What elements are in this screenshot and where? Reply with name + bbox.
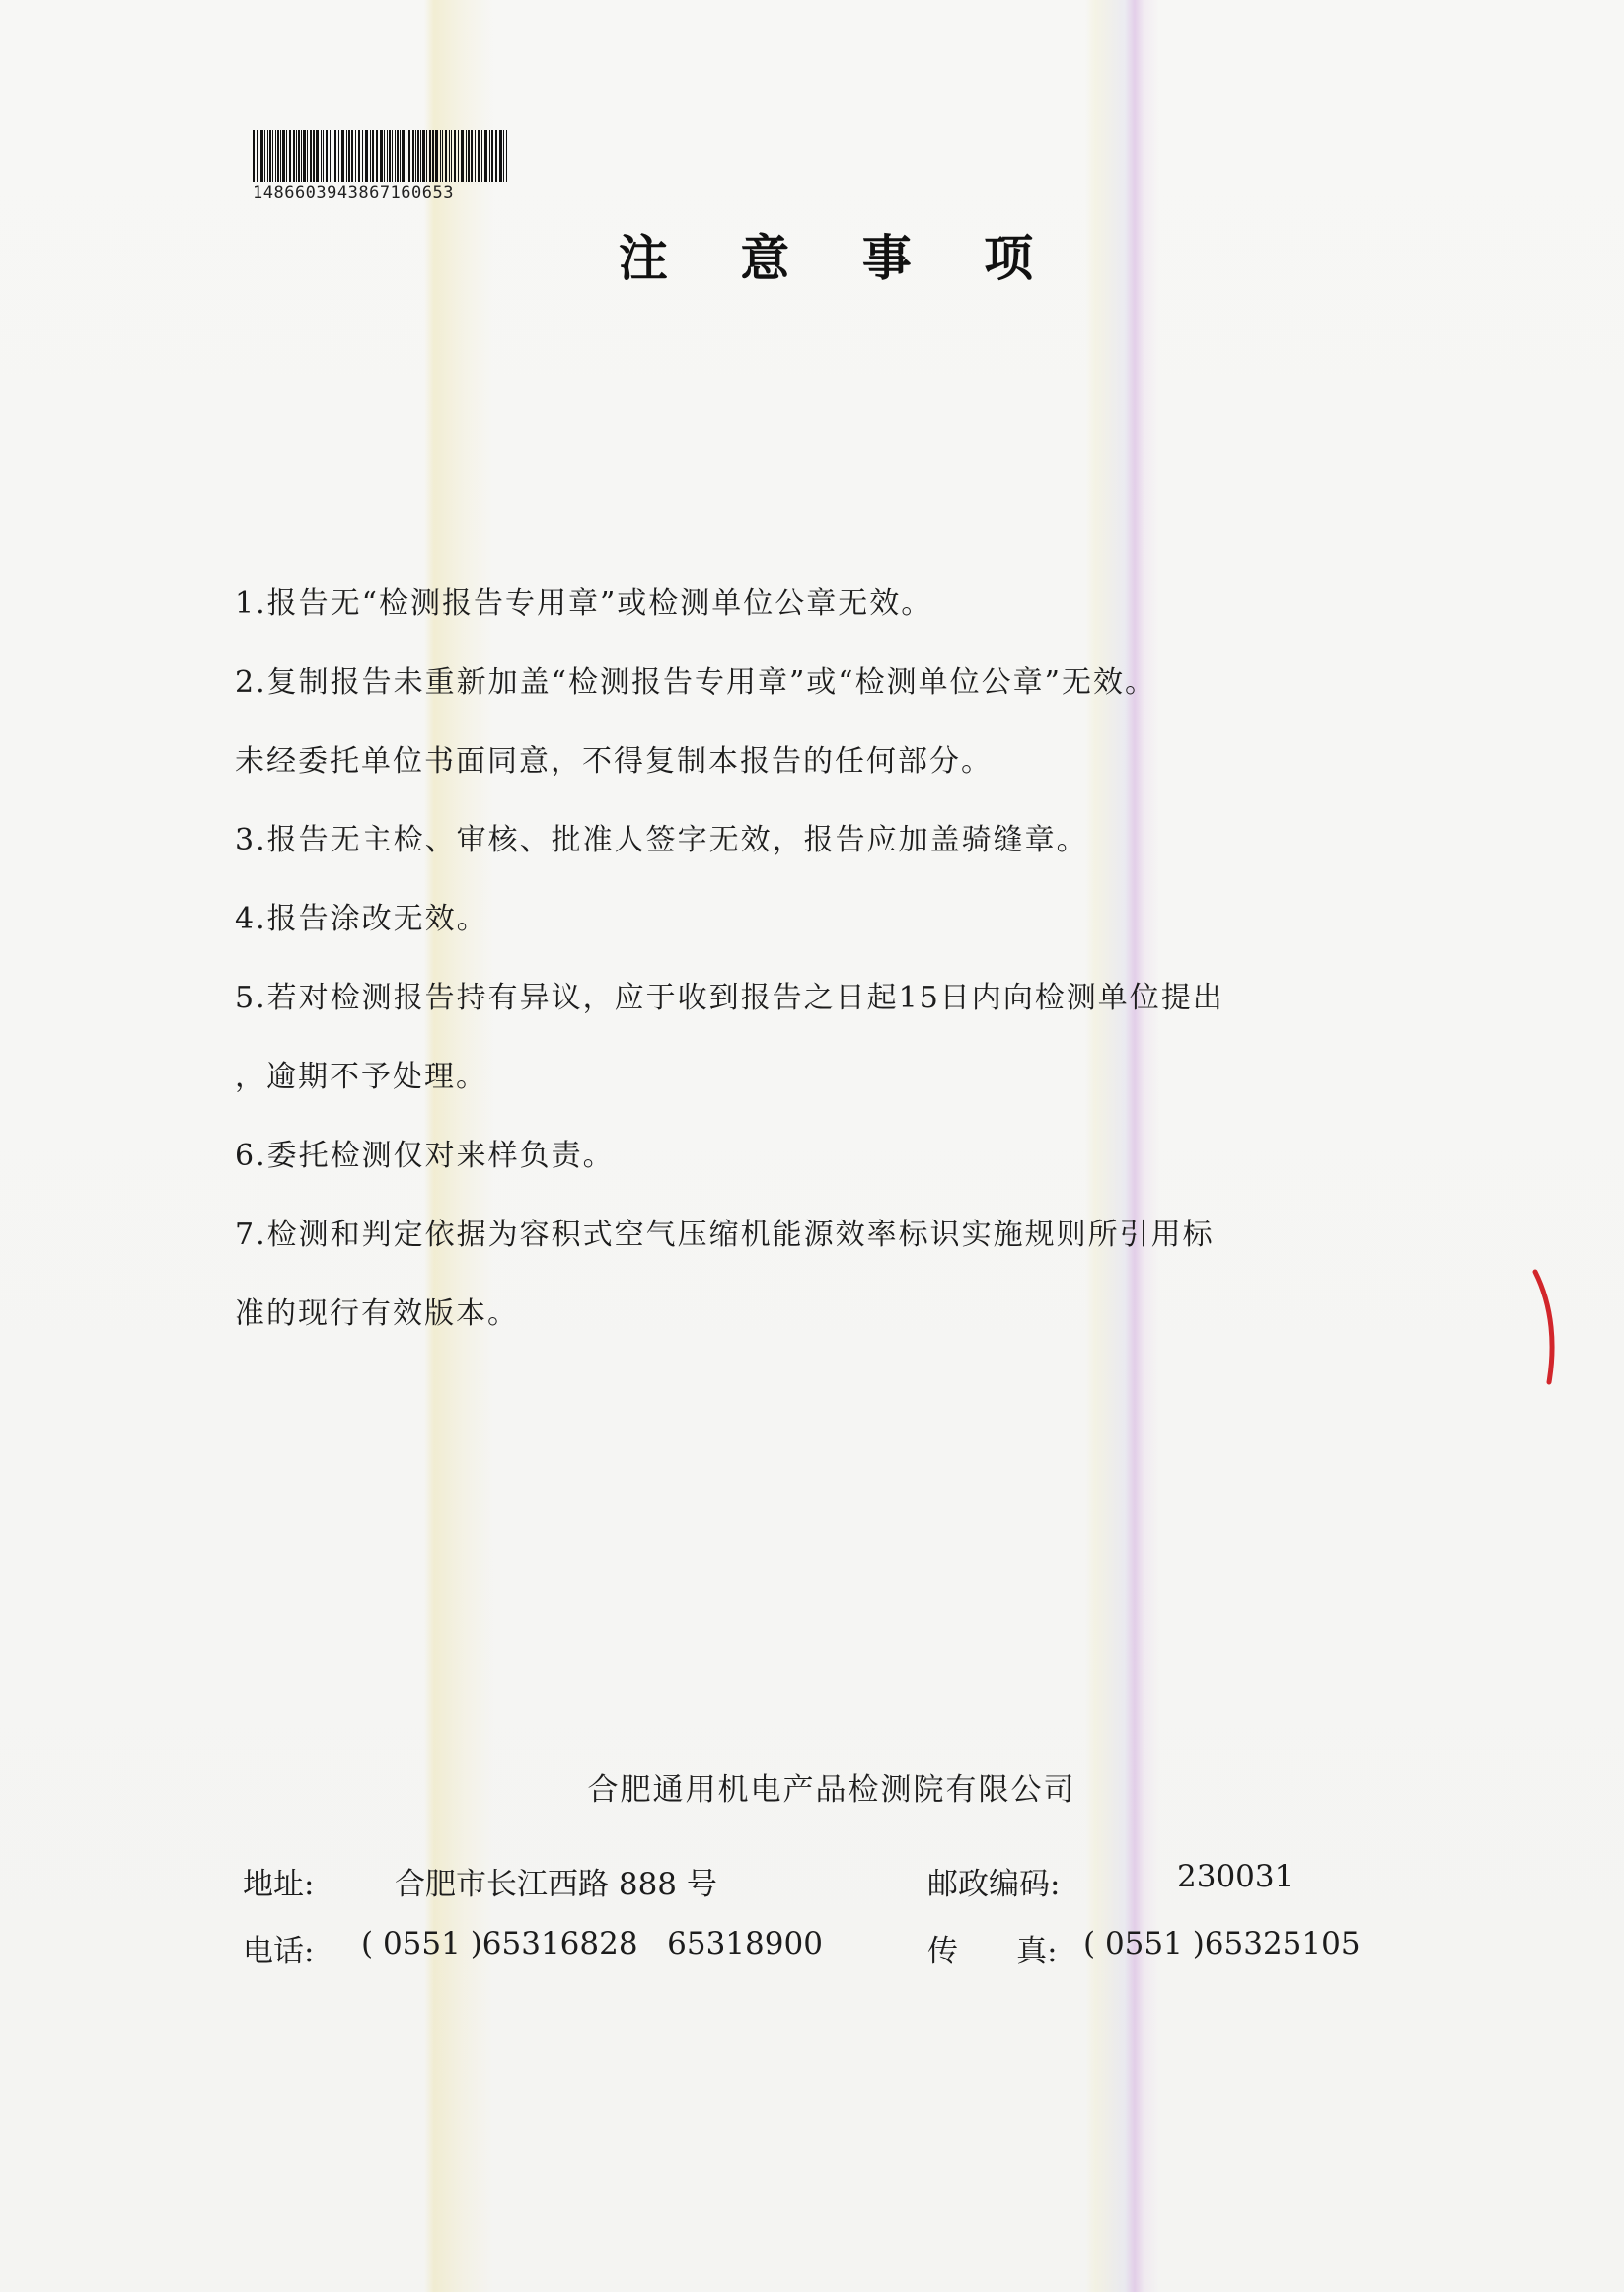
address-value: 合肥市长江西路 888 号	[395, 1867, 717, 1902]
barcode	[253, 130, 507, 182]
barcode-bar	[402, 130, 405, 182]
barcode-bar	[260, 130, 263, 182]
red-stamp-edge-mark	[1531, 1268, 1561, 1386]
barcode-bar	[445, 130, 447, 182]
barcode-bar	[412, 130, 414, 182]
barcode-bar	[384, 130, 385, 182]
note-line: 7.检测和判定依据为容积式空气压缩机能源效率标识实施规则所引用标	[235, 1218, 1215, 1252]
barcode-bar	[355, 130, 356, 182]
barcode-bar	[264, 130, 265, 182]
barcode-bar	[289, 130, 291, 182]
barcode-bar	[277, 130, 279, 182]
barcode-bar	[269, 130, 271, 182]
note-line: 2.复制报告未重新加盖“检测报告专用章”或“检测单位公章”无效。	[235, 665, 1156, 700]
barcode-bar	[293, 130, 295, 182]
barcode-bar	[471, 130, 473, 182]
barcode-bar	[481, 130, 482, 182]
barcode-bar	[253, 130, 255, 182]
barcode-bar	[341, 130, 344, 182]
barcode-bar	[454, 130, 456, 182]
barcode-bar	[461, 130, 464, 182]
barcode-bar	[376, 130, 378, 182]
barcode-bar	[338, 130, 339, 182]
barcode-bar	[313, 130, 315, 182]
address-label: 地址:	[243, 1867, 315, 1902]
barcode-bar	[495, 130, 497, 182]
note-line: 未经委托单位书面同意，不得复制本报告的任何部分。	[235, 744, 993, 778]
barcode-bar	[286, 130, 287, 182]
barcode-bar	[408, 130, 410, 182]
note-line: 1.报告无“检测报告专用章”或检测单位公章无效。	[235, 586, 933, 621]
barcode-bar	[380, 130, 383, 182]
barcode-bar	[449, 130, 450, 182]
fax-label: 传 真:	[927, 1934, 1058, 1969]
note-line: ，逾期不予处理。	[235, 1060, 487, 1094]
barcode-bar	[272, 130, 273, 182]
notes-list	[235, 564, 1419, 1354]
barcode-bar	[420, 130, 421, 182]
note-line: 6.委托检测仅对来样负责。	[235, 1139, 615, 1173]
company-name: 合肥通用机电产品检测院有限公司	[587, 1772, 1076, 1808]
page-title: 注 意 事 项	[618, 229, 1062, 287]
barcode-bar	[429, 130, 431, 182]
barcode-bar	[372, 130, 374, 182]
barcode-bar	[484, 130, 487, 182]
barcode-bar	[307, 130, 308, 182]
fax-value: ( 0551 )65325105	[1083, 1926, 1361, 1961]
barcode-bar	[400, 130, 401, 182]
barcode-bar	[489, 130, 490, 182]
barcode-bar	[435, 130, 438, 182]
barcode-bar	[499, 130, 502, 182]
barcode-bar	[432, 130, 434, 182]
barcode-bar	[267, 130, 268, 182]
barcode-bar	[370, 130, 371, 182]
phone-label: 电话:	[243, 1934, 315, 1969]
barcode-bar	[365, 130, 368, 182]
barcode-bar	[346, 130, 347, 182]
note-line: 3.报告无主检、审核、批准人签字无效，报告应加盖骑缝章。	[235, 823, 1088, 857]
barcode-bar	[275, 130, 276, 182]
barcode-bar	[334, 130, 336, 182]
barcode-bar	[296, 130, 297, 182]
barcode-bar	[310, 130, 312, 182]
barcode-bar	[282, 130, 285, 182]
barcode-bar	[491, 130, 493, 182]
barcode-bar	[351, 130, 353, 182]
barcode-bar	[321, 130, 322, 182]
barcode-bar	[326, 130, 328, 182]
barcode-bar	[458, 130, 459, 182]
barcode-bar	[389, 130, 391, 182]
barcode-bar	[298, 130, 300, 182]
barcode-bar	[362, 130, 363, 182]
barcode-bar	[417, 130, 419, 182]
postcode-value: 230031	[1177, 1859, 1294, 1894]
note-line: 4.报告涂改无效。	[235, 902, 488, 936]
barcode-bar	[387, 130, 388, 182]
barcode-bar	[330, 130, 331, 182]
barcode-bar	[442, 130, 443, 182]
barcode-bar	[503, 130, 504, 182]
phone-value: ( 0551 )65316828 65318900	[361, 1926, 823, 1961]
barcode-number: 1486603943867160653	[253, 184, 454, 203]
barcode-bar	[301, 130, 302, 182]
barcode-bar	[316, 130, 319, 182]
barcode-bar	[358, 130, 360, 182]
barcode-bar	[323, 130, 324, 182]
barcode-bar	[395, 130, 396, 182]
barcode-bar	[475, 130, 476, 182]
note-line: 准的现行有效版本。	[235, 1296, 519, 1331]
barcode-bar	[468, 130, 470, 182]
barcode-bar	[280, 130, 281, 182]
barcode-bar	[392, 130, 393, 182]
barcode-bar	[348, 130, 350, 182]
barcode-bar	[506, 130, 507, 182]
barcode-bar	[451, 130, 452, 182]
barcode-bar	[426, 130, 427, 182]
barcode-bar	[303, 130, 306, 182]
barcode-bar	[478, 130, 480, 182]
barcode-bar	[440, 130, 441, 182]
barcode-bar	[397, 130, 399, 182]
barcode-bar	[257, 130, 258, 182]
postcode-label: 邮政编码:	[927, 1867, 1061, 1902]
note-line: 5.若对检测报告持有异议，应于收到报告之日起15日内向检测单位提出	[235, 981, 1224, 1015]
barcode-bar	[415, 130, 416, 182]
barcode-bar	[422, 130, 425, 182]
barcode-bar	[466, 130, 467, 182]
